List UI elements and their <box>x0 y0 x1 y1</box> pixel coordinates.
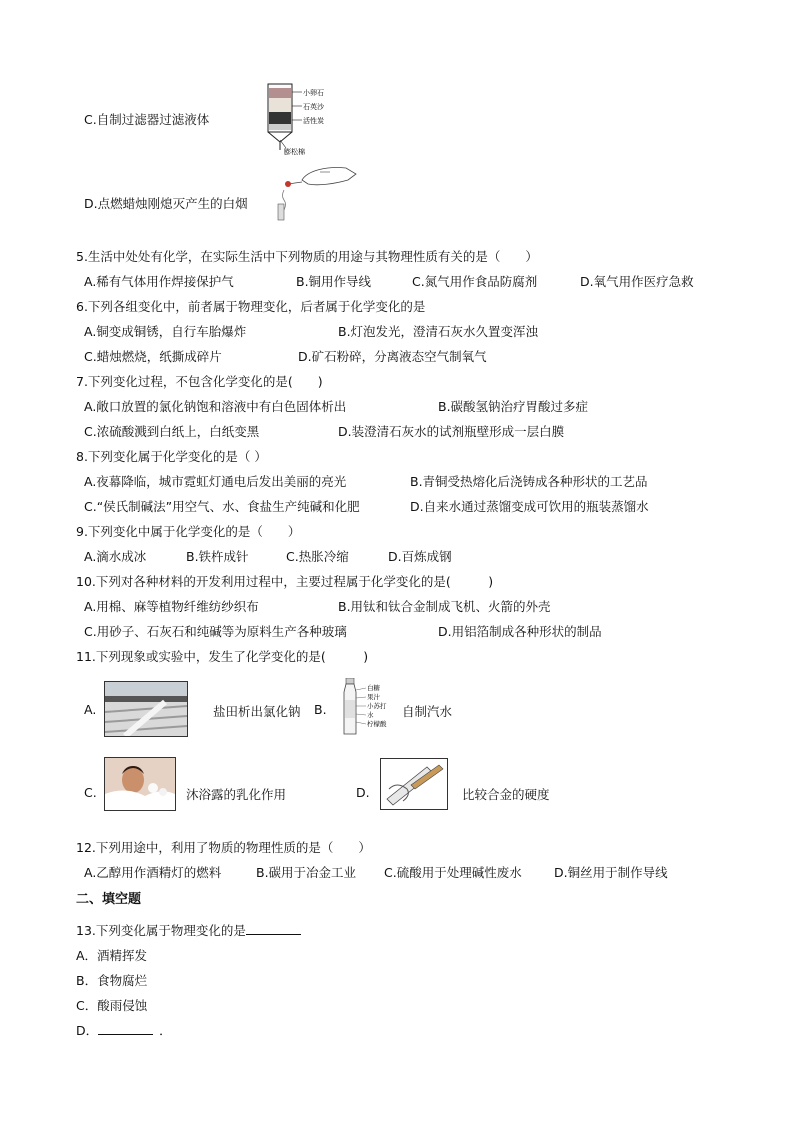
q4-option-c: C.自制过滤器过滤液体 <box>84 112 210 127</box>
q8-option-c: C.“侯氏制碱法”用空气、水、食盐生产纯碱和化肥 <box>84 499 360 514</box>
q7-option-d: D.装澄清石灰水的试剂瓶壁形成一层白膜 <box>338 424 565 439</box>
q11-stem: 11.下列现象或实验中，发生了化学变化的是( ) <box>76 649 369 664</box>
q10-option-c: C.用砂子、石灰石和纯碱等为原料生产各种玻璃 <box>84 624 347 639</box>
q8-option-a: A.夜幕降临，城市霓虹灯通电后发出美丽的亮光 <box>84 474 347 489</box>
q12-option-d: D.铜丝用于制作导线 <box>554 865 668 880</box>
q11-option-c-letter: C. <box>84 785 97 800</box>
body-wash-photo <box>104 757 176 811</box>
q11-option-b-text: 自制汽水 <box>402 704 453 719</box>
salt-field-photo <box>104 681 188 737</box>
filter-label-pebbles: 小卵石 <box>303 89 324 97</box>
q8-option-d: D.自来水通过蒸馏变成可饮用的瓶装蒸馏水 <box>410 499 649 514</box>
q7-stem: 7.下列变化过程，不包含化学变化的是( ) <box>76 374 323 389</box>
q7-option-b: B.碳酸氢钠治疗胃酸过多症 <box>438 399 589 414</box>
q11-option-a-text: 盐田析出氯化钠 <box>213 704 301 719</box>
q12-option-c: C.硫酸用于处理碱性废水 <box>384 865 522 880</box>
q7-option-c: C.浓硫酸溅到白纸上，白纸变黑 <box>84 424 260 439</box>
q11-option-a-letter: A. <box>84 702 97 717</box>
q13-stem <box>76 921 301 939</box>
q10-option-b: B.用钛和钛合金制成飞机、火箭的外壳 <box>338 599 551 614</box>
q13-option-a: A．酒精挥发 <box>76 948 148 963</box>
filter-apparatus-figure <box>262 78 332 160</box>
q6-option-b: B.灯泡发光，澄清石灰水久置变浑浊 <box>338 324 539 339</box>
q13-option-d-end: ． <box>159 1023 172 1038</box>
q10-stem: 10.下列对各种材料的开发利用过程中，主要过程属于化学变化的是( ) <box>76 574 494 589</box>
q5-option-c: C.氮气用作食品防腐剂 <box>412 274 538 289</box>
bottle-label-sugar: 白糖 <box>367 684 380 692</box>
q9-option-a: A.滴水成冰 <box>84 549 147 564</box>
q6-option-d: D.矿石粉碎，分离液态空气制氧气 <box>298 349 487 364</box>
bottle-label-juice: 果汁 <box>367 693 380 701</box>
q10-option-a: A.用棉、麻等植物纤维纺纱织布 <box>84 599 259 614</box>
q12-option-a: A.乙醇用作酒精灯的燃料 <box>84 865 222 880</box>
q9-option-d: D.百炼成钢 <box>388 549 452 564</box>
q8-stem: 8.下列变化属于化学变化的是（ ） <box>76 449 267 464</box>
q5-option-d: D.氧气用作医疗急救 <box>580 274 694 289</box>
bottle-label-water: 水 <box>367 711 374 719</box>
q13-option-d <box>76 1021 172 1039</box>
filter-label-quartz-sand: 石英沙 <box>303 103 324 111</box>
bottle-label-citric-acid: 柠檬酸 <box>367 720 387 728</box>
q6-option-c: C.蜡烛燃烧，纸撕成碎片 <box>84 349 222 364</box>
q5-stem: 5.生活中处处有化学，在实际生活中下列物质的用途与其物理性质有关的是（ ） <box>76 249 538 264</box>
q6-stem: 6.下列各组变化中，前者属于物理变化，后者属于化学变化的是 <box>76 299 426 314</box>
q4-option-d: D.点燃蜡烛刚熄灭产生的白烟 <box>84 196 248 211</box>
q11-option-d-text: 比较合金的硬度 <box>462 787 550 802</box>
q5-option-b: B.铜用作导线 <box>296 274 372 289</box>
q5-option-a: A.稀有气体用作焊接保护气 <box>84 274 234 289</box>
q7-option-a: A.敞口放置的氯化钠饱和溶液中有白色固体析出 <box>84 399 347 414</box>
candle-smoke-figure <box>268 160 360 222</box>
q12-stem: 12.下列用途中，利用了物质的物理性质的是（ ） <box>76 840 371 855</box>
section-heading-fill-in: 二、填空题 <box>76 892 142 907</box>
bottle-label-baking-soda: 小苏打 <box>367 702 387 710</box>
q6-option-a: A.铜变成铜锈，自行车胎爆炸 <box>84 324 247 339</box>
q13-stem-text: 13.下列变化属于物理变化的是 <box>76 923 246 938</box>
q11-option-b-letter: B. <box>314 702 327 717</box>
q8-option-b: B.青铜受热熔化后浇铸成各种形状的工艺品 <box>410 474 648 489</box>
q9-option-b: B.铁杵成针 <box>186 549 249 564</box>
filter-label-activated-carbon: 活性炭 <box>303 117 324 125</box>
soda-bottle-figure <box>340 678 394 736</box>
q13-option-d-label: D． <box>76 1023 99 1038</box>
q13-option-c: C．酸雨侵蚀 <box>76 998 148 1013</box>
q13-option-b: B．食物腐烂 <box>76 973 148 988</box>
q11-option-c-text: 沐浴露的乳化作用 <box>186 787 287 802</box>
q13-answer-blank[interactable] <box>246 922 301 935</box>
q11-option-d-letter: D. <box>356 785 370 800</box>
q10-option-d: D.用铝箔制成各种形状的制品 <box>438 624 602 639</box>
q9-stem: 9.下列变化中属于化学变化的是（ ） <box>76 524 301 539</box>
alloy-hardness-figure <box>380 758 448 810</box>
q12-option-b: B.碳用于冶金工业 <box>256 865 357 880</box>
q9-option-c: C.热胀冷缩 <box>286 549 349 564</box>
filter-label-cotton: 膨松棉 <box>284 148 305 156</box>
q13-option-d-blank[interactable] <box>98 1022 153 1035</box>
